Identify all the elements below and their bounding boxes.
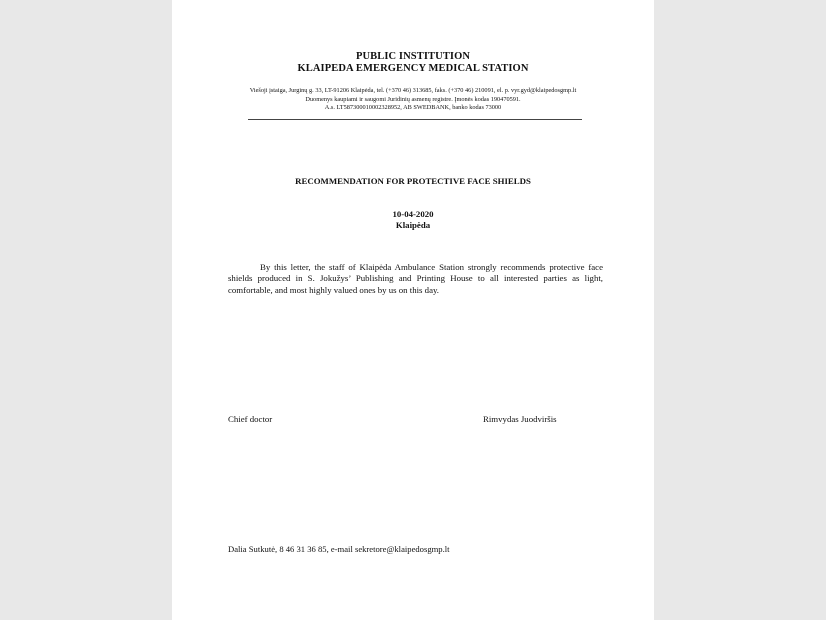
contact-line-registry: Duomenys kaupiami ir saugomi Juridinių asmenų registre. Įmonės kodas 190470591.: [305, 95, 521, 103]
org-type-heading: PUBLIC INSTITUTION: [355, 51, 471, 62]
document-body: By this letter, the staff of Klaipėda Ambulance Station strongly recommends protective face shields produced in S. Jokužys’ Publishing and Printing House to all interested parties as light, comfortable, and most highly valued ones by us on this day.: [228, 262, 603, 295]
document-title: RECOMMENDATION FOR PROTECTIVE FACE SHIELDS: [295, 176, 531, 186]
contact-line-address: Viešoji įstaiga, Jurginų g. 33, LT-91206 Klaipėda, tel. (+370 46) 313685, faks. (+370 46) 210091, el. p. vyr.gyd@klaipedosgmp.lt: [249, 87, 577, 94]
document-page: [172, 0, 654, 620]
document-date: 10-04-2020: [392, 209, 434, 219]
letterhead-contact: [172, 87, 654, 113]
document-place: Klaipėda: [395, 220, 431, 230]
contact-line-bank: A.s. LT587300010002328952, AB SWEDBANK, banko kodas 73000: [324, 104, 502, 112]
org-name-heading: KLAIPEDA EMERGENCY MEDICAL STATION: [297, 63, 529, 74]
signatory-role: Chief doctor: [228, 414, 273, 424]
signatory-name: Rimvydas Juodviršis: [483, 414, 557, 424]
footer-contact: Dalia Sutkutė, 8 46 31 36 85, e-mail sekretore@klaipedosgmp.lt: [228, 544, 450, 554]
letterhead-divider: [248, 119, 582, 120]
